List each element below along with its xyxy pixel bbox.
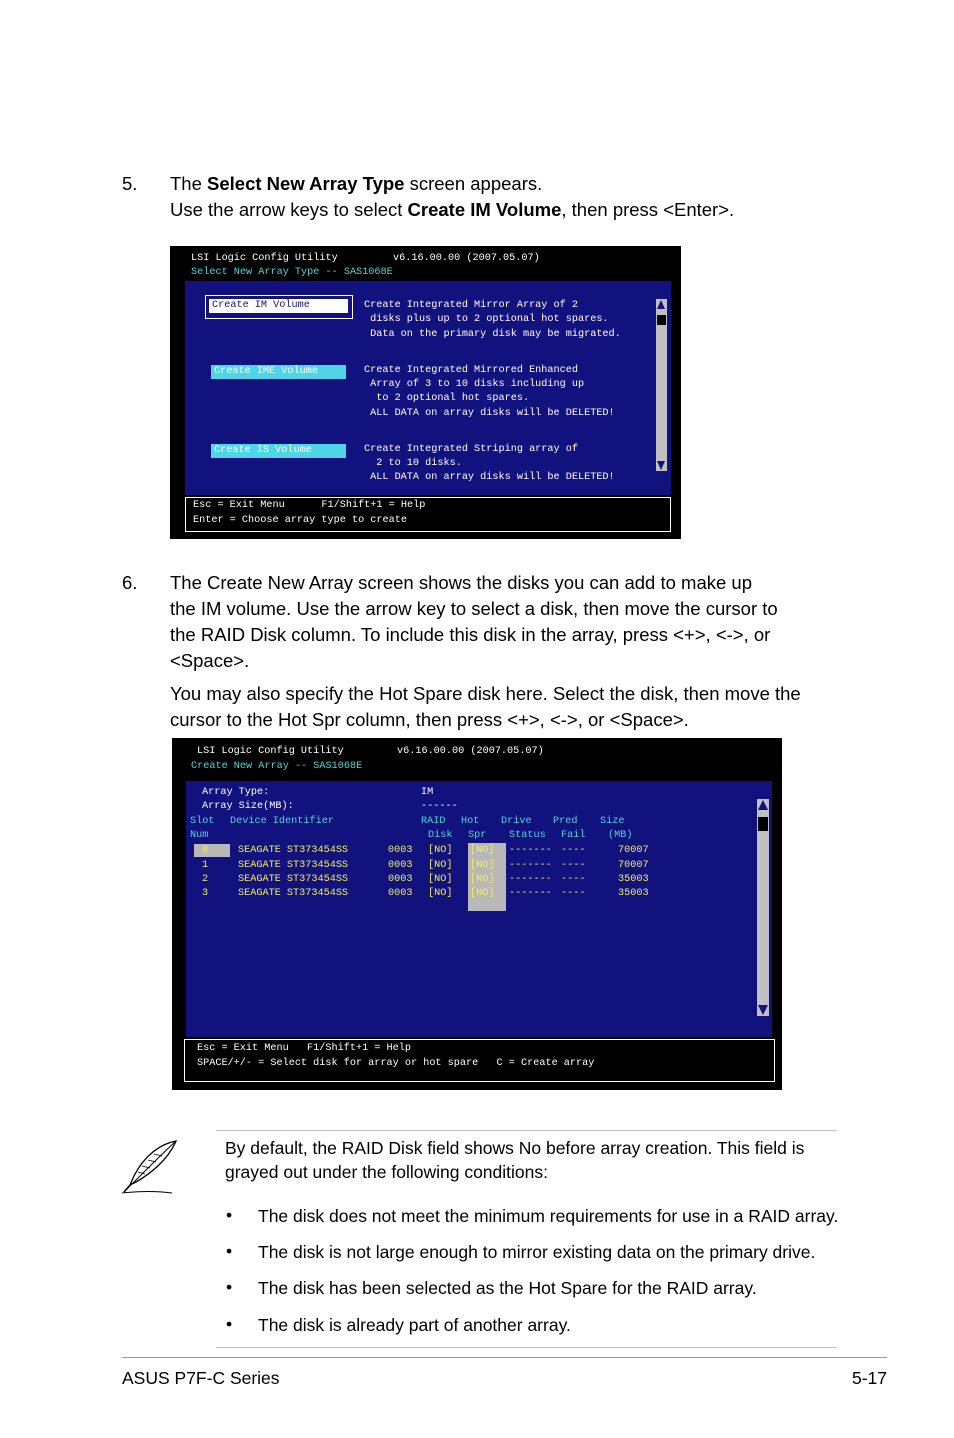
bullet-icon: • bbox=[226, 1241, 233, 1261]
note-bullet-3: The disk has been selected as the Hot Spare for the RAID array. bbox=[258, 1278, 757, 1298]
drive-status: ------- bbox=[509, 874, 552, 885]
step-6-para2-line-2: cursor to the Hot Spr column, then press <+>, <->, or <Space>. bbox=[170, 709, 689, 730]
drive-status: ------- bbox=[509, 888, 552, 899]
bullet-icon: • bbox=[226, 1277, 233, 1297]
step-6-para1-line-2: the IM volume. Use the arrow key to select a disk, then move the cursor to bbox=[170, 598, 778, 619]
help-line-1: Esc = Exit Menu F1/Shift+1 = Help bbox=[193, 500, 426, 511]
scroll-down-icon[interactable] bbox=[758, 1005, 768, 1015]
slot-num: 3 bbox=[202, 888, 209, 899]
device-id: SEAGATE ST373454SS bbox=[238, 888, 349, 899]
help-line-2: SPACE/+/- = Select disk for array or hot spare C = Create array bbox=[197, 1058, 595, 1069]
selected-row-highlight bbox=[194, 844, 230, 857]
note-intro-line-1: By default, the RAID Disk field shows No before array creation. This field is bbox=[225, 1138, 805, 1158]
scroll-thumb[interactable] bbox=[758, 817, 768, 831]
note-bullet-1: The disk does not meet the minimum requirements for use in a RAID array. bbox=[258, 1206, 839, 1226]
col-pred-header: Pred bbox=[553, 816, 578, 827]
array-type-label: Array Type: bbox=[202, 787, 270, 798]
col-hot-header: Hot bbox=[461, 816, 480, 827]
device-id: SEAGATE ST373454SS bbox=[238, 860, 349, 871]
footer-rule bbox=[122, 1357, 887, 1358]
help-line-2: Enter = Choose array type to create bbox=[193, 515, 407, 526]
feather-pen-icon bbox=[120, 1138, 182, 1196]
create-new-array-screen bbox=[172, 738, 782, 1090]
hot-spare-value[interactable]: [NO] bbox=[470, 860, 495, 871]
option-create-is-volume[interactable]: Create IS Volume bbox=[211, 444, 346, 458]
device-rev: 0003 bbox=[388, 888, 413, 899]
scrollbar[interactable] bbox=[656, 299, 667, 471]
col-size-sub: (MB) bbox=[608, 830, 633, 841]
option-ime-desc-3: to 2 optional hot spares. bbox=[364, 393, 530, 404]
slot-num: 1 bbox=[202, 860, 209, 871]
options-panel bbox=[185, 281, 671, 495]
col-slot-sub: Num bbox=[190, 830, 209, 841]
col-drive-header: Drive bbox=[501, 816, 532, 827]
raid-disk-value[interactable]: [NO] bbox=[428, 888, 453, 899]
option-is-desc-3: ALL DATA on array disks will be DELETED! bbox=[364, 472, 615, 483]
col-slot-header: Slot bbox=[190, 816, 215, 827]
scroll-down-icon[interactable] bbox=[657, 461, 665, 470]
device-id: SEAGATE ST373454SS bbox=[238, 845, 349, 856]
step-6-number: 6. bbox=[122, 572, 138, 593]
array-size-value: ------ bbox=[421, 801, 458, 812]
footer-page-number: 5-17 bbox=[852, 1368, 888, 1388]
step-5-line-2: Use the arrow keys to select Create IM Volume, then press <Enter>. bbox=[170, 199, 735, 220]
option-im-desc-1: Create Integrated Mirror Array of 2 bbox=[364, 300, 578, 311]
help-line-1: Esc = Exit Menu F1/Shift+1 = Help bbox=[197, 1043, 411, 1054]
utility-version-2: v6.16.00.00 (2007.05.07) bbox=[397, 746, 544, 757]
screen-subtitle-2: Create New Array -- SAS1068E bbox=[191, 761, 363, 772]
utility-version: v6.16.00.00 (2007.05.07) bbox=[393, 253, 540, 264]
utility-title: LSI Logic Config Utility bbox=[191, 253, 338, 264]
note-bottom-rule bbox=[216, 1347, 837, 1348]
hot-spare-value[interactable]: [NO] bbox=[470, 845, 495, 856]
step-6-para1-line-3: the RAID Disk column. To include this disk in the array, press <+>, <->, or bbox=[170, 624, 771, 645]
scroll-up-icon[interactable] bbox=[657, 300, 665, 309]
col-raid-sub: Disk bbox=[428, 830, 453, 841]
note-top-rule bbox=[216, 1130, 837, 1131]
size-mb: 35003 bbox=[618, 888, 649, 899]
size-mb: 70007 bbox=[618, 845, 649, 856]
option-ime-desc-1: Create Integrated Mirrored Enhanced bbox=[364, 365, 578, 376]
step-6-para1-line-1: The Create New Array screen shows the disks you can add to make up bbox=[170, 572, 753, 593]
note-bullet-4: The disk is already part of another array. bbox=[258, 1315, 571, 1335]
size-mb: 35003 bbox=[618, 874, 649, 885]
device-rev: 0003 bbox=[388, 874, 413, 885]
slot-num: 2 bbox=[202, 874, 209, 885]
col-drive-sub: Status bbox=[509, 830, 546, 841]
pred-fail: ---- bbox=[561, 845, 586, 856]
step-6-para1-line-4: <Space>. bbox=[170, 650, 250, 671]
slot-num: 0 bbox=[202, 845, 209, 856]
footer-product-name: ASUS P7F-C Series bbox=[122, 1368, 280, 1388]
pred-fail: ---- bbox=[561, 874, 586, 885]
hot-spare-value[interactable]: [NO] bbox=[470, 874, 495, 885]
scroll-thumb[interactable] bbox=[657, 315, 666, 325]
col-size-header: Size bbox=[600, 816, 625, 827]
col-pred-sub: Fail bbox=[561, 830, 586, 841]
raid-disk-value[interactable]: [NO] bbox=[428, 874, 453, 885]
option-ime-desc-2: Array of 3 to 10 disks including up bbox=[364, 379, 585, 390]
device-id: SEAGATE ST373454SS bbox=[238, 874, 349, 885]
note-bullet-2: The disk is not large enough to mirror existing data on the primary drive. bbox=[258, 1242, 816, 1262]
device-rev: 0003 bbox=[388, 860, 413, 871]
size-mb: 70007 bbox=[618, 860, 649, 871]
step-5-number: 5. bbox=[122, 173, 138, 194]
note-intro-line-2: grayed out under the following conditions: bbox=[225, 1162, 548, 1182]
device-rev: 0003 bbox=[388, 845, 413, 856]
raid-disk-value[interactable]: [NO] bbox=[428, 845, 453, 856]
utility-title-2: LSI Logic Config Utility bbox=[197, 746, 344, 757]
select-array-type-screen bbox=[170, 246, 681, 539]
array-type-value: IM bbox=[421, 787, 434, 798]
col-raid-header: RAID bbox=[421, 816, 446, 827]
raid-disk-value[interactable]: [NO] bbox=[428, 860, 453, 871]
bullet-icon: • bbox=[226, 1314, 233, 1334]
step-5-line-1: The Select New Array Type screen appears. bbox=[170, 173, 543, 194]
drive-status: ------- bbox=[509, 860, 552, 871]
option-create-im-volume[interactable]: Create IM Volume bbox=[209, 299, 348, 313]
option-is-desc-1: Create Integrated Striping array of bbox=[364, 444, 578, 455]
col-device-header: Device Identifier bbox=[230, 816, 334, 827]
pred-fail: ---- bbox=[561, 860, 586, 871]
bullet-icon: • bbox=[226, 1205, 233, 1225]
hot-spare-value[interactable]: [NO] bbox=[470, 888, 495, 899]
array-size-label: Array Size(MB): bbox=[202, 801, 294, 812]
col-hot-sub: Spr bbox=[468, 830, 487, 841]
option-create-ime-volume[interactable]: Create IME Volume bbox=[211, 365, 346, 379]
drive-status: ------- bbox=[509, 845, 552, 856]
scroll-up-icon[interactable] bbox=[758, 800, 768, 810]
option-is-desc-2: 2 to 10 disks. bbox=[364, 458, 462, 469]
option-ime-desc-4: ALL DATA on array disks will be DELETED! bbox=[364, 408, 615, 419]
option-im-desc-2: disks plus up to 2 optional hot spares. bbox=[364, 314, 609, 325]
screen-subtitle: Select New Array Type -- SAS1068E bbox=[191, 267, 393, 278]
step-6-para2-line-1: You may also specify the Hot Spare disk here. Select the disk, then move the bbox=[170, 683, 801, 704]
option-im-desc-3: Data on the primary disk may be migrated. bbox=[364, 329, 621, 340]
pred-fail: ---- bbox=[561, 888, 586, 899]
scrollbar-2[interactable] bbox=[757, 799, 769, 1016]
array-panel bbox=[186, 781, 772, 1037]
